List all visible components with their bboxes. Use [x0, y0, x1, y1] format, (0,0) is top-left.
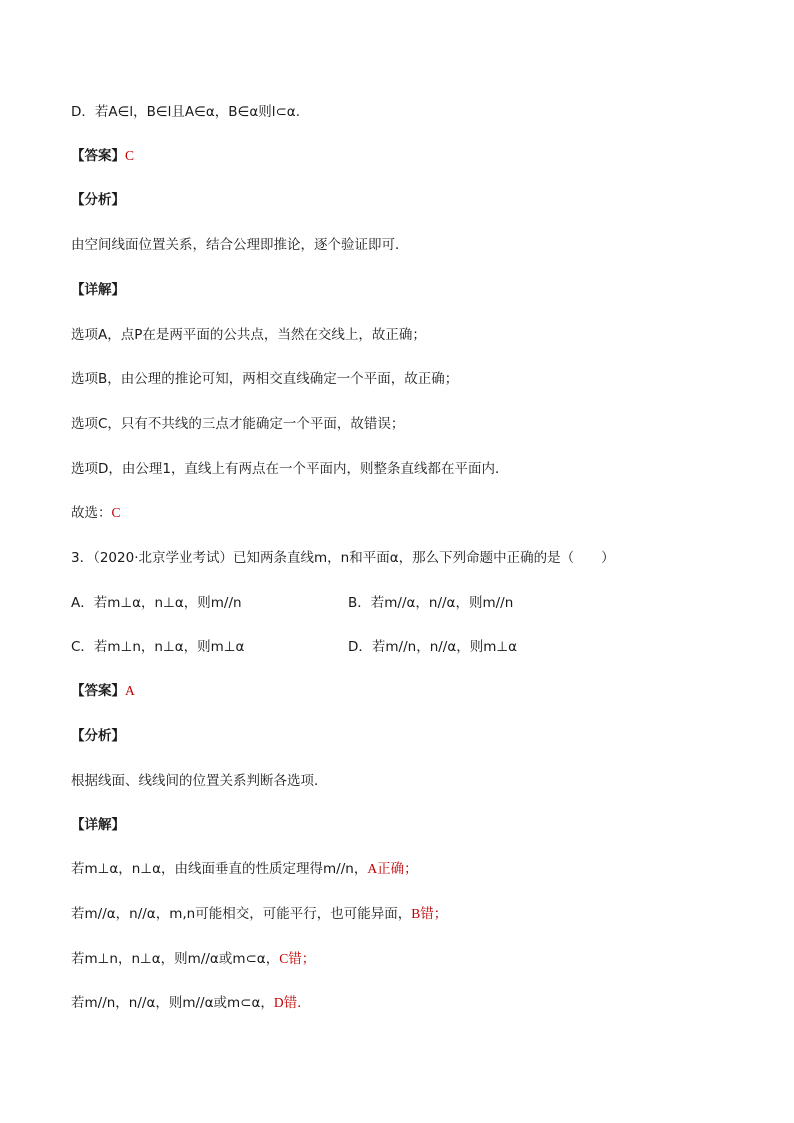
detail-result: B错；	[411, 906, 448, 921]
q3-detail-2	[71, 905, 447, 923]
q2-detail-a: 选项A，点P在是两平面的公共点，当然在交线上，故正确；	[71, 327, 426, 343]
detail-text: 若m⊥n，n⊥α，则m//α或m⊂α，	[71, 951, 280, 967]
q3-option-b: B．若m//α，n//α，则m//n	[348, 595, 514, 611]
q3-stem: 3．（2020·北京学业考试）已知两条直线m，n和平面α，那么下列命题中正确的是（ ）	[71, 550, 615, 566]
choose-label: 故选：	[71, 505, 112, 521]
q3-analysis-tag: 【分析】	[71, 728, 125, 744]
q3-answer	[71, 682, 135, 700]
q2-option-d: D．若A∈l，B∈l且A∈α，B∈α则l⊂α.	[71, 104, 300, 120]
q2-detail-c: 选项C，只有不共线的三点才能确定一个平面，故错误；	[71, 416, 405, 432]
choose-value: C	[111, 505, 121, 520]
q2-answer	[71, 147, 134, 165]
answer-value: A	[125, 683, 135, 698]
detail-result: C错；	[279, 951, 316, 966]
q3-detail-3	[71, 950, 315, 968]
q3-option-c: C．若m⊥n，n⊥α，则m⊥α	[71, 639, 245, 655]
q2-choose	[71, 504, 121, 522]
q2-detail-b: 选项B，由公理的推论可知，两相交直线确定一个平面，故正确；	[71, 371, 459, 387]
detail-text: 若m//n，n//α，则m//α或m⊂α，	[71, 995, 274, 1011]
detail-text: 若m//α，n//α，m,n可能相交，可能平行，也可能异面，	[71, 906, 412, 922]
q3-detail-tag: 【详解】	[71, 817, 125, 833]
q3-option-a: A．若m⊥α，n⊥α，则m//n	[71, 595, 242, 611]
q2-detail-d: 选项D，由公理1，直线上有两点在一个平面内，则整条直线都在平面内．	[71, 461, 509, 477]
q2-analysis-tag: 【分析】	[71, 192, 125, 208]
q3-option-d: D．若m//n，n//α，则m⊥α	[348, 639, 518, 655]
q2-detail-tag: 【详解】	[71, 282, 125, 298]
q2-analysis-text: 由空间线面位置关系，结合公理即推论，逐个验证即可．	[71, 237, 409, 253]
detail-result: A正确；	[367, 861, 418, 876]
q3-analysis-text: 根据线面、线线间的位置关系判断各选项．	[71, 773, 328, 789]
q3-detail-1	[71, 860, 418, 878]
answer-tag: 【答案】	[71, 683, 125, 699]
answer-value: C	[125, 148, 135, 163]
answer-tag: 【答案】	[71, 148, 125, 164]
detail-result: D错．	[273, 995, 311, 1010]
detail-text: 若m⊥α，n⊥α，由线面垂直的性质定理得m//n，	[71, 861, 368, 877]
q3-detail-4	[71, 994, 311, 1012]
